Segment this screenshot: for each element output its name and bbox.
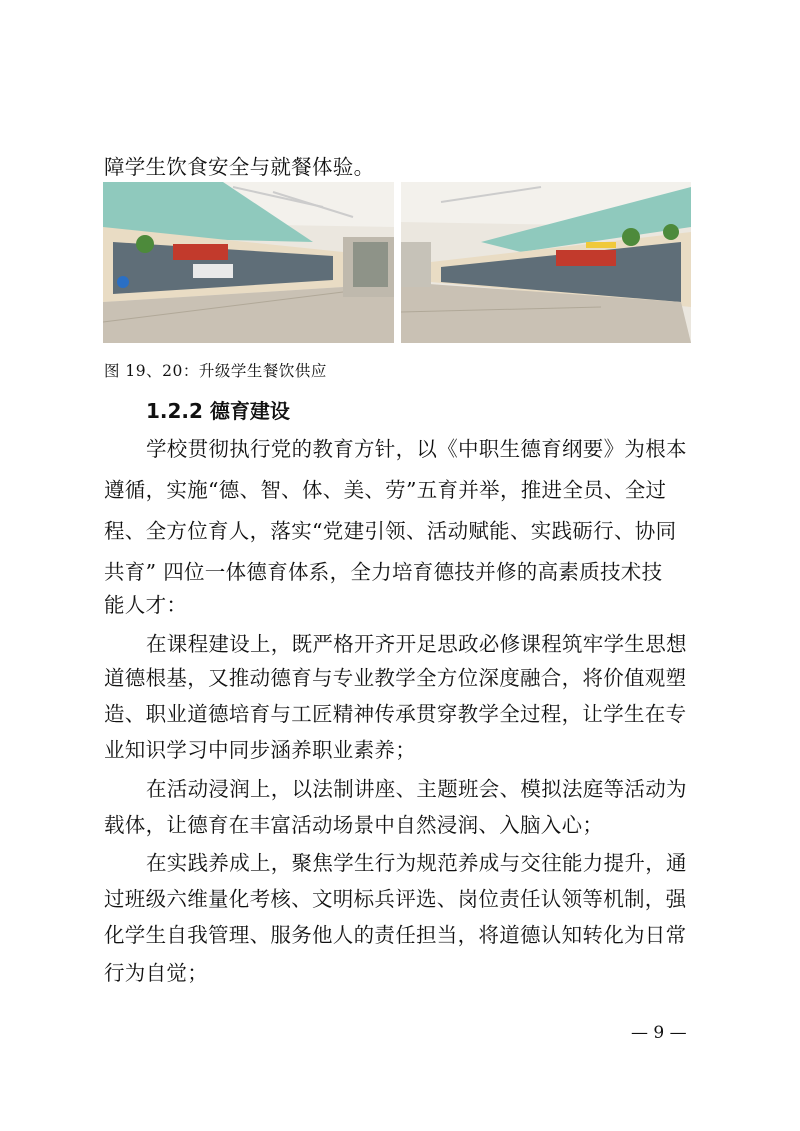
paragraph-line: 化学生自我管理、服务他人的责任担当，将道德认知转化为日常 [104,923,687,947]
paragraph-line: 能人才： [104,593,188,617]
intro-line: 障学生饮食安全与就餐体验。 [104,155,375,179]
section-title: 1.2.2 德育建设 [146,399,290,423]
paragraph-line: 行为自觉； [104,961,208,985]
paragraph-line: 业知识学习中同步涵养职业素养； [104,738,416,762]
paragraph-line: 道德根基，又推动德育与专业教学全方位深度融合，将价值观塑 [104,666,687,690]
cafeteria-photo-right [401,182,691,343]
cafeteria-photo-left [103,182,394,343]
paragraph-line: 在课程建设上，既严格开齐开足思政必修课程筑牢学生思想 [146,632,687,656]
paragraph-line: 载体，让德育在丰富活动场景中自然浸润、入脑入心； [104,813,604,837]
paragraph-line: 过班级六维量化考核、文明标兵评选、岗位责任认领等机制，强 [104,887,687,911]
paragraph-line: 在活动浸润上，以法制讲座、主题班会、模拟法庭等活动为 [146,777,687,801]
paragraph-line: 遵循，实施“德、智、体、美、劳”五育并举，推进全员、全过 [104,478,667,502]
paragraph-line: 在实践养成上，聚焦学生行为规范养成与交往能力提升，通 [146,851,687,875]
figure-caption: 图 19、20：升级学生餐饮供应 [104,362,327,380]
paragraph-line: 程、全方位育人，落实“党建引领、活动赋能、实践砺行、协同 [104,519,677,543]
paragraph-line: 造、职业道德培育与工匠精神传承贯穿教学全过程，让学生在专 [104,702,687,726]
page-number: — 9 — [631,1023,687,1043]
paragraph-line: 共育” 四位一体德育体系，全力培育德技并修的高素质技术技 [104,560,663,584]
paragraph-line: 学校贯彻执行党的教育方针，以《中职生德育纲要》为根本 [146,437,687,461]
